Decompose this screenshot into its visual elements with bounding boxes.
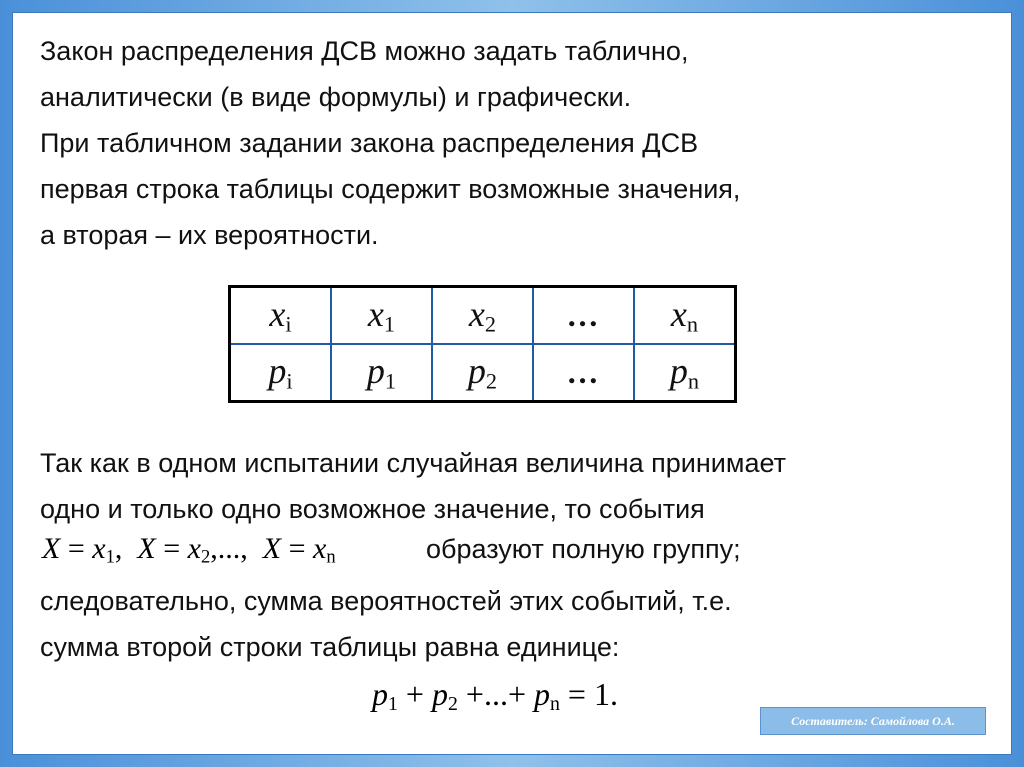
intro-paragraph <box>40 28 740 258</box>
sum-formula: $p_1 + p_2$ +...+ $p_n = 1$. <box>372 676 618 715</box>
events-formula: $X = x_1$, $X = x_2$,..., $X = x_n$ <box>42 532 336 568</box>
events-text: образуют полную группу; <box>426 534 741 564</box>
cell-x2: $x_2$ <box>432 287 533 345</box>
author-credit: Составитель: Самойлова О.А. <box>760 707 986 735</box>
body-line-1: Так как в одном испытании случайная величина принимает <box>40 448 786 478</box>
probabilities-row <box>230 344 736 402</box>
slide <box>12 12 1012 755</box>
cell-pi: $p_i$ <box>230 344 332 402</box>
body-line-2: одно и только одно возможное значение, то события <box>40 494 705 524</box>
cell-x1: $x_1$ <box>331 287 432 345</box>
intro-line-3: При табличном задании закона распределения ДСВ <box>40 128 699 158</box>
intro-line-2: аналитически (в виде формулы) и графически. <box>40 82 632 112</box>
cell-p2: $p_2$ <box>432 344 533 402</box>
cell-p1: $p_1$ <box>331 344 432 402</box>
values-row <box>230 287 736 345</box>
cell-xi: $x_i$ <box>230 287 332 345</box>
body-line-5: сумма второй строки таблицы равна единице: <box>40 632 620 662</box>
body-line-4: следовательно, сумма вероятностей этих событий, т.е. <box>40 586 732 616</box>
intro-line-1: Закон распределения ДСВ можно задать таблично, <box>40 36 689 66</box>
intro-line-4: первая строка таблицы содержит возможные значения, <box>40 174 741 204</box>
cell-xn: $x_n$ <box>634 287 736 345</box>
distribution-table <box>228 285 737 403</box>
cell-x-ellipsis: … <box>533 287 634 345</box>
cell-pn: $p_n$ <box>634 344 736 402</box>
intro-line-5: а вторая – их вероятности. <box>40 220 379 250</box>
cell-p-ellipsis: … <box>533 344 634 402</box>
